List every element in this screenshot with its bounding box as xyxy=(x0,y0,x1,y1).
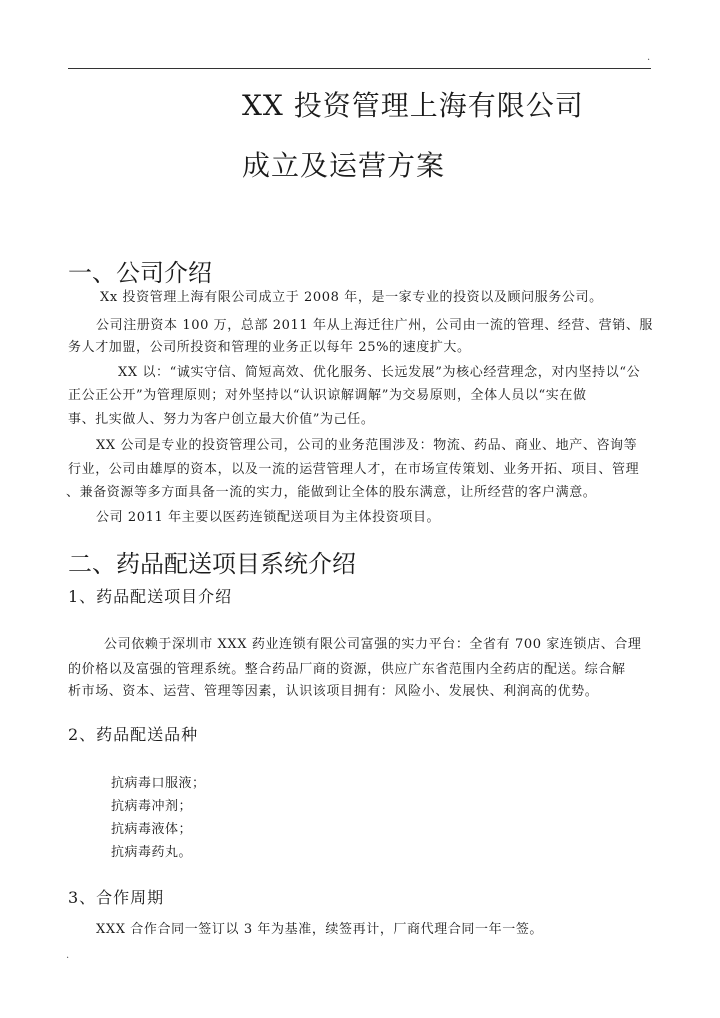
variety-item: 抗病毒冲剂； xyxy=(111,799,193,814)
document-title: XX 投资管理上海有限公司 xyxy=(242,89,584,122)
paragraph-business-line3: 、兼备资源等多方面具备一流的实力，能做到让全体的股东满意，让所经营的客户满意。 xyxy=(66,485,597,500)
paragraph-capital-line2: 务人才加盟，公司所投资和管理的业务正以每年 25%的速度扩大。 xyxy=(68,340,471,355)
cooperation-period-text: XXX 合作合同一签订以 3 年为基准，续签再计，厂商代理合同一年一签。 xyxy=(96,922,544,937)
variety-item: 抗病毒液体； xyxy=(111,822,193,837)
paragraph-capital-line1: 公司注册资本 100 万，总部 2011 年从上海迁往广州，公司由一流的管理、经营、营销、服 xyxy=(96,318,654,333)
paragraph-business-line2: 行业，公司由雄厚的资本，以及一流的运营管理人才，在市场宣传策划、业务开拓、项目、管理 xyxy=(68,462,640,477)
section-heading-delivery-system: 二、药品配送项目系统介绍 xyxy=(68,550,356,578)
variety-item: 抗病毒口服液； xyxy=(111,776,206,791)
subheading-delivery-varieties: 2、药品配送品种 xyxy=(68,725,199,744)
subheading-project-intro: 1、药品配送项目介绍 xyxy=(68,587,233,606)
project-intro-line3: 析市场、资本、运营、管理等因素，认识该项目拥有：风险小、发展快、利润高的优势。 xyxy=(68,684,599,699)
project-intro-line1: 公司依赖于深圳市 XXX 药业连锁有限公司富强的实力平台：全省有 700 家连锁店、合理 xyxy=(104,637,642,652)
paragraph-philosophy-line2: 正公正公开”为管理原则；对外坚持以“认识谅解调解”为交易原则，全体人员以“实在做 xyxy=(68,388,587,403)
document-subtitle: 成立及运营方案 xyxy=(242,149,446,182)
paragraph-philosophy-line1: XX 以：“诚实守信、简短高效、优化服务、长远发展”为核心经营理念，对内坚持以“公 xyxy=(118,365,641,380)
page-mark-bottom: . xyxy=(66,950,70,961)
section-heading-company-intro: 一、公司介绍 xyxy=(68,259,212,287)
paragraph-company-founded: Xx 投资管理上海有限公司成立于 2008 年，是一家专业的投资以及顾问服务公司。 xyxy=(100,290,603,305)
paragraph-philosophy-line3: 事、扎实做人、努力为客户创立最大价值”为己任。 xyxy=(68,412,375,427)
header-rule xyxy=(68,68,651,69)
variety-item: 抗病毒药丸。 xyxy=(111,845,193,860)
paragraph-business-line1: XX 公司是专业的投资管理公司，公司的业务范围涉及：物流、药品、商业、地产、咨询等 xyxy=(96,438,638,453)
paragraph-2011-focus: 公司 2011 年主要以医药连锁配送项目为主体投资项目。 xyxy=(96,510,441,525)
page-mark-top: . xyxy=(647,52,651,63)
project-intro-line2: 的价格以及富强的管理系统。整合药品厂商的资源，供应广东省范围内全药店的配送。综合解 xyxy=(68,662,626,677)
subheading-cooperation-period: 3、合作周期 xyxy=(68,888,165,907)
